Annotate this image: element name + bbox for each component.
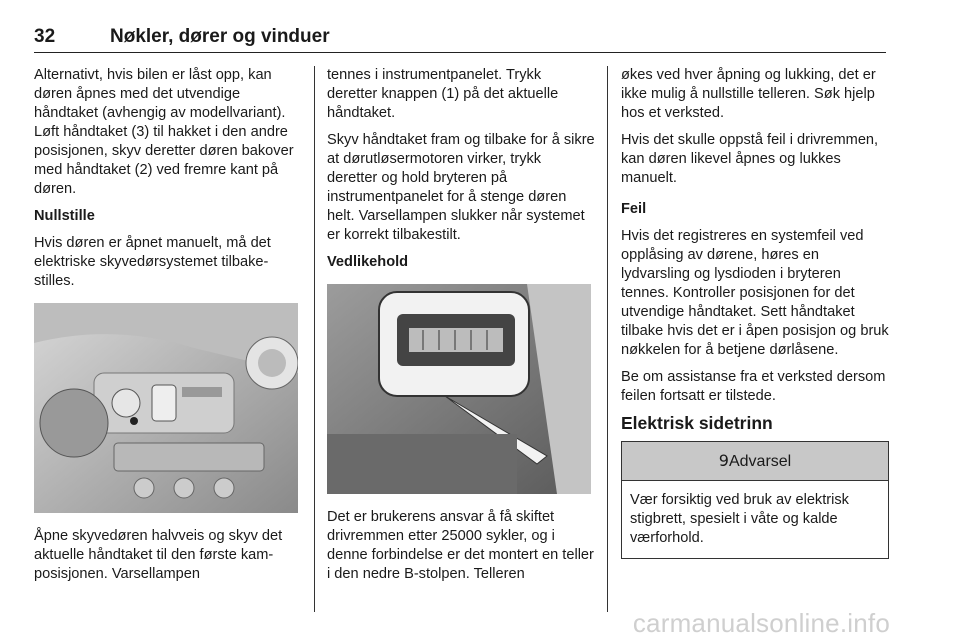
warning-triangle-icon: 9 bbox=[718, 451, 729, 470]
chapter-title: Nøkler, dører og vinduer bbox=[110, 26, 330, 47]
heading-maintenance: Vedlikehold bbox=[327, 254, 409, 270]
column-1 bbox=[34, 66, 302, 592]
column-divider-2 bbox=[607, 66, 608, 612]
paragraph-assistance: Be om assistanse fra et verksted dersom feilen fortsatt er tilstede. bbox=[621, 369, 886, 404]
watermark: carmanualsonline.info bbox=[632, 608, 890, 638]
heading-electric-step: Elektrisk sidetrinn bbox=[621, 413, 773, 433]
dashboard-switch-image bbox=[34, 303, 298, 513]
column-divider-1 bbox=[314, 66, 315, 612]
paragraph-drive-belt: Det er brukerens ansvar å få skiftet drivremmen etter 25000 sykler, og i denne forbindelse er det montert en teller i den nedre B-stolpen. Telleren bbox=[327, 509, 594, 582]
paragraph-reset: Hvis døren er åpnet manuelt, må det elektriske skyvedørsystemet tilbakestilles. bbox=[34, 235, 271, 289]
paragraph-push-handle: Skyv håndtaket fram og tilbake for å sikre at dørutløsermotoren virker, trykk deretter og hold bryteren på instrumentpanelet for å stenge døren helt. Varsellampen slukker når systemet er korrekt tilbakestilt. bbox=[327, 132, 595, 243]
warning-text: Vær forsiktig ved bruk av elektrisk stigbrett, spesielt i våte og kalde værforhold. bbox=[630, 492, 849, 546]
warning-box bbox=[621, 441, 889, 559]
counter-image bbox=[327, 284, 591, 494]
warning-title: Advarsel bbox=[728, 453, 792, 470]
page-number: 32 bbox=[34, 26, 56, 47]
paragraph-open-halfway: Åpne skyvedøren halvveis og skyv det aktuelle håndtaket til den første kam-posisjonen. Varsellampen bbox=[34, 528, 283, 582]
page-header bbox=[34, 26, 886, 53]
paragraph-alternative: Alternativt, hvis bilen er låst opp, kan døren åpnes med det utvendige håndtaket (avhengig av modellvariant). Løft håndtaket (3) til hakket i den andre posisjonen, skyv deretter døren bakover med håndtaket (2) ved fremre kant på døren. bbox=[34, 67, 294, 197]
paragraph-system-fault: Hvis det registreres en systemfeil ved opplåsing av dørene, høres en lydvarsling og lysdioden i bryteren tennes. Kontroller posisjonen for det utvendige håndtaket. Sett håndtaket tilbake hvis det er i åpen posisjon og bruk nøkkelen for å betjene dørlåsene. bbox=[621, 228, 889, 358]
column-2 bbox=[327, 66, 595, 592]
paragraph-belt-failure: Hvis det skulle oppstå feil i drivremmen, kan døren likevel åpnes og lukkes manuelt. bbox=[621, 132, 879, 186]
column-3 bbox=[621, 66, 889, 559]
heading-reset: Nullstille bbox=[34, 208, 95, 224]
heading-fault: Feil bbox=[621, 201, 647, 217]
paragraph-counter: økes ved hver åpning og lukking, det er ikke mulig å nullstille telleren. Søk hjelp hos et verksted. bbox=[621, 67, 876, 121]
warning-header bbox=[622, 442, 888, 481]
paragraph-lamp-on: tennes i instrumentpanelet. Trykk deretter knappen (1) på det aktuelle håndtaket. bbox=[327, 67, 559, 121]
